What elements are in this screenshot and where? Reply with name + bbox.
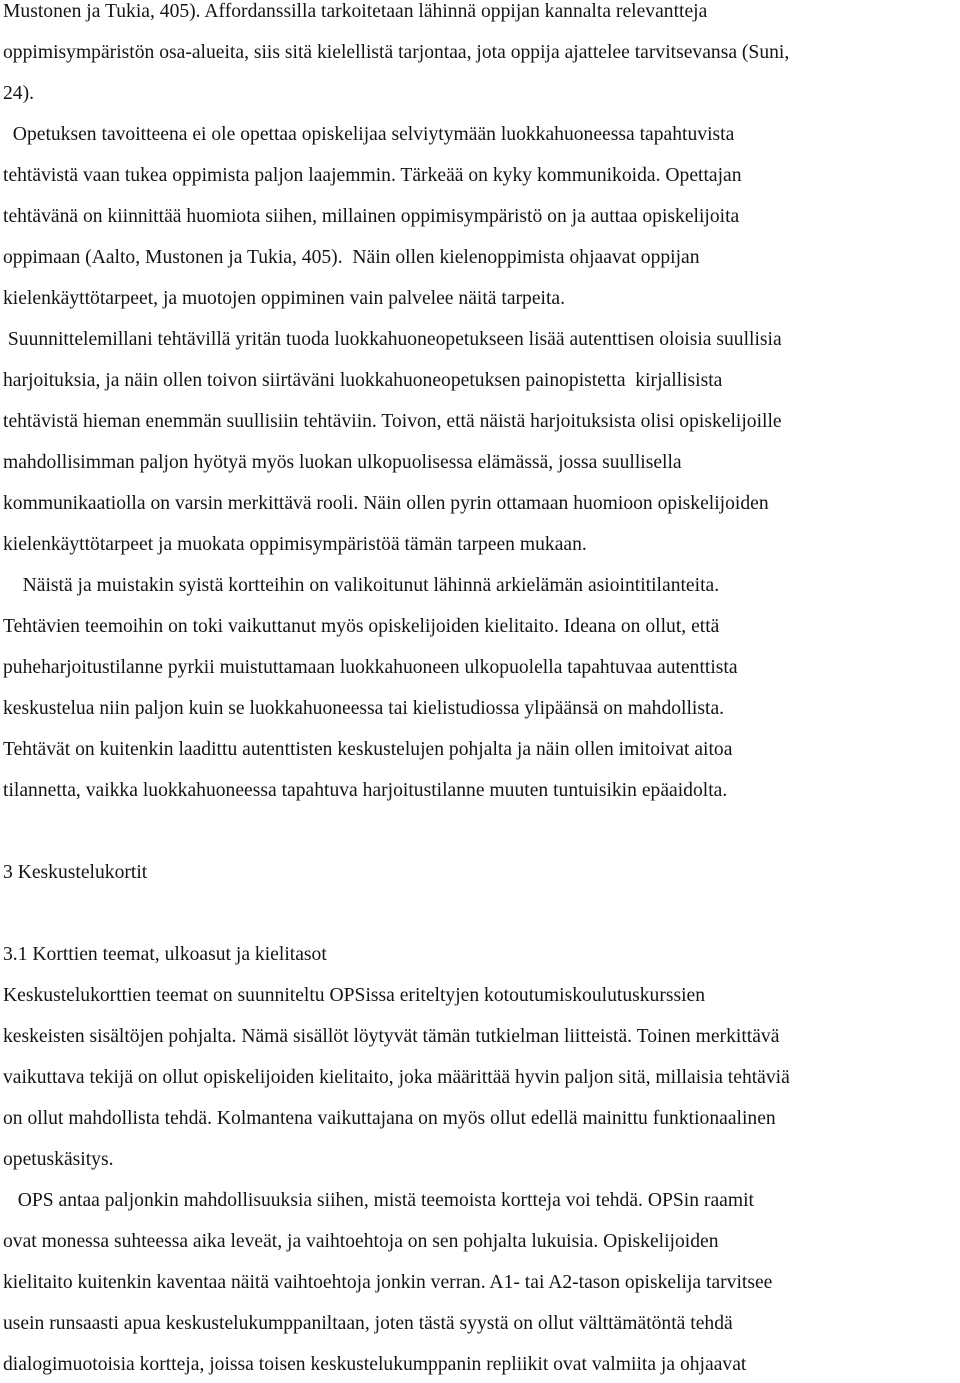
- body-text-line: kielenkäyttötarpeet ja muokata oppimisympäristöä tämän tarpeen mukaan.: [3, 534, 587, 555]
- body-text-line: tilannetta, vaikka luokkahuoneessa tapahtuva harjoitustilanne muuten tuntuisikin epäaidolta.: [3, 780, 728, 801]
- body-text-line: keskustelua niin paljon kuin se luokkahuoneessa tai kielistudiossa ylipäänsä on mahdollista.: [3, 698, 725, 719]
- body-text-line: dialogimuotoisia kortteja, joissa toisen keskustelukumppanin repliikit ovat valmiita ja ohjaavat: [3, 1354, 747, 1375]
- section-heading: 3 Keskustelukortit: [3, 862, 148, 883]
- body-text-line: harjoituksia, ja näin ollen toivon siirtäväni luokkahuoneopetuksen painopistetta kirjallisista: [3, 370, 723, 391]
- body-text-line: Suunnittelemillani tehtävillä yritän tuoda luokkahuoneopetukseen lisää autenttisen oloisia suullisia: [3, 329, 782, 350]
- body-text-line: keskeisten sisältöjen pohjalta. Nämä sisällöt löytyvät tämän tutkielman liitteistä. Toinen merkittävä: [3, 1026, 780, 1047]
- body-text-line: Mustonen ja Tukia, 405). Affordanssilla tarkoitetaan lähinnä oppijan kannalta relevantteja: [3, 1, 708, 22]
- body-text-line: puheharjoitustilanne pyrkii muistuttamaan luokkahuoneen ulkopuolella tapahtuvaa autenttista: [3, 657, 738, 678]
- body-text-line: kielenkäyttötarpeet, ja muotojen oppiminen vain palvelee näitä tarpeita.: [3, 288, 566, 309]
- body-text-line: usein runsaasti apua keskustelukumppaniltaan, joten tästä syystä on ollut välttämätöntä tehdä: [3, 1313, 733, 1334]
- body-text-line: on ollut mahdollista tehdä. Kolmantena vaikuttajana on myös ollut edellä mainittu funktionaalinen: [3, 1108, 776, 1129]
- body-text-line: kielitaito kuitenkin kaventaa näitä vaihtoehtoja jonkin verran. A1- tai A2-tason opiskelija tarvitsee: [3, 1272, 773, 1293]
- body-text-line: Tehtävien teemoihin on toki vaikuttanut myös opiskelijoiden kielitaito. Ideana on ollut, että: [3, 616, 720, 637]
- body-text-line: ovat monessa suhteessa aika leveät, ja vaihtoehtoja on sen pohjalta lukuisia. Opiskelijoiden: [3, 1231, 719, 1252]
- body-text-line: tehtävänä on kiinnittää huomiota siihen, millainen oppimisympäristö on ja auttaa opiskelijoita: [3, 206, 740, 227]
- body-text-line: Näistä ja muistakin syistä kortteihin on valikoitunut lähinnä arkielämän asiointitilanteita.: [3, 575, 720, 596]
- body-text-line: vaikuttava tekijä on ollut opiskelijoiden kielitaito, joka määrittää hyvin paljon sitä, millaisia tehtäviä: [3, 1067, 790, 1088]
- body-text-line: oppimaan (Aalto, Mustonen ja Tukia, 405). Näin ollen kielenoppimista ohjaavat oppijan: [3, 247, 700, 268]
- body-text-line: Opetuksen tavoitteena ei ole opettaa opiskelijaa selviytymään luokkahuoneessa tapahtuvista: [3, 124, 735, 145]
- body-text-line: kommunikaatiolla on varsin merkittävä rooli. Näin ollen pyrin ottamaan huomioon opiskelijoiden: [3, 493, 769, 514]
- body-text-line: tehtävistä hieman enemmän suullisiin tehtäviin. Toivon, että näistä harjoituksista olisi opiskelijoille: [3, 411, 782, 432]
- body-text-line: 24).: [3, 83, 35, 104]
- body-text-line: opetuskäsitys.: [3, 1149, 114, 1170]
- body-text-line: mahdollisimman paljon hyötyä myös luokan ulkopuolisessa elämässä, jossa suullisella: [3, 452, 682, 473]
- body-text-line: Tehtävät on kuitenkin laadittu autenttisten keskustelujen pohjalta ja näin ollen imitoivat aitoa: [3, 739, 733, 760]
- body-text-line: oppimisympäristön osa-alueita, siis sitä kielellistä tarjontaa, jota oppija ajattelee tarvitsevansa (Suni,: [3, 42, 790, 63]
- body-text-line: tehtävistä vaan tukea oppimista paljon laajemmin. Tärkeää on kyky kommunikoida. Opettajan: [3, 165, 742, 186]
- body-text-line: Keskustelukorttien teemat on suunniteltu OPSissa eriteltyjen kotoutumiskoulutuskurssien: [3, 985, 706, 1006]
- subsection-heading: 3.1 Korttien teemat, ulkoasut ja kielitasot: [3, 944, 327, 965]
- body-text-line: OPS antaa paljonkin mahdollisuuksia siihen, mistä teemoista kortteja voi tehdä. OPSin raamit: [3, 1190, 754, 1211]
